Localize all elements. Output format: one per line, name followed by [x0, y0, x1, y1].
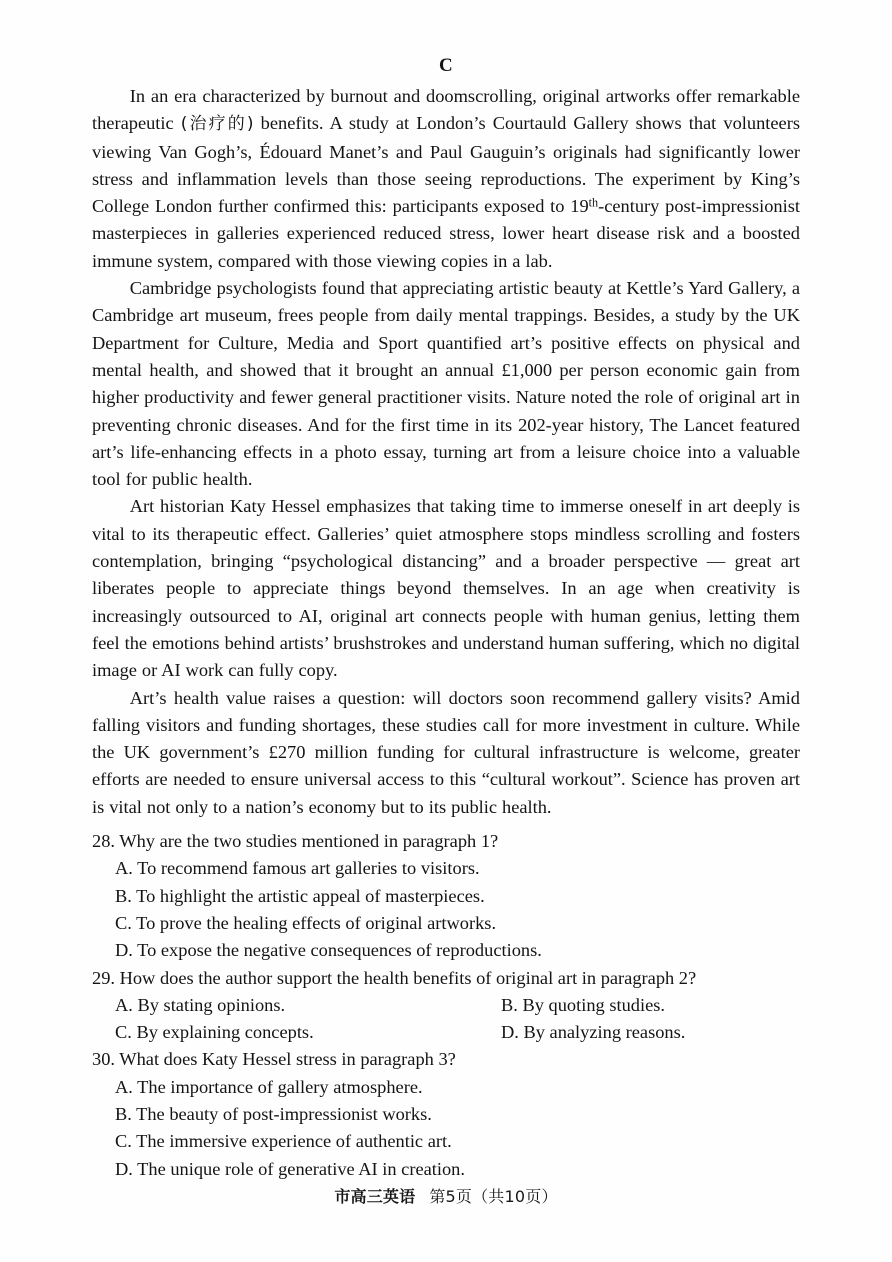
footer-subject: 市高三英语 [334, 1187, 416, 1206]
questions-list [92, 828, 800, 1183]
option-list [92, 855, 800, 964]
option-item[interactable]: B. The beauty of post-impressionist works. [115, 1103, 432, 1124]
passage-text: Cambridge psychologists found that appreciating artistic beauty at Kettle’s Yard Gallery, a Cambridge art museum, frees people from daily mental trappings. Besides, a study by the UK Department for Culture, Media and Sport quantified art’s positive effects on physical and mental health, and showed that it brought an annual £1,000 per person economic gain from higher productivity and fewer general practitioner visits. Nature noted the role of original art in preventing chronic diseases. And for the first time in its 202-year history, The Lancet featured art’s life-enhancing effects in a photo essay, turning art from a leisure choice into a valuable tool for public health. [92, 278, 800, 490]
option-item[interactable]: C. By explaining concepts. [115, 1022, 314, 1043]
footer-page-number: 第5页（共10页） [429, 1187, 558, 1206]
section-heading: C [438, 55, 454, 76]
option-item[interactable]: A. By stating opinions. [115, 994, 286, 1015]
passage-paragraph [92, 493, 800, 684]
question-block [92, 1046, 800, 1182]
question-block [92, 828, 800, 964]
page-content [92, 52, 800, 1183]
passage-text: Art historian Katy Hessel emphasizes that taking time to immerse oneself in art deeply is vital to its therapeutic effect. Galleries’ quiet atmosphere stops mindless scrolling and fosters contemplation, bringing “psychological distancing” and a broader perspective — great art liberates people to appreciate things beyond themselves. In an age when creativity is increasingly outsourced to AI, original art connects people with human genius, letting them feel the emotions behind artists’ brushstrokes and understand human suffering, which no digital image or AI work can fully copy. [92, 496, 800, 681]
option-item[interactable]: B. By quoting studies. [501, 994, 665, 1015]
passage-paragraph [92, 83, 800, 275]
question-stem: 29. How does the author support the health benefits of original art in paragraph 2? [92, 967, 697, 988]
passage-body [92, 83, 800, 821]
question-stem: 28. Why are the two studies mentioned in paragraph 1? [92, 831, 499, 852]
option-item[interactable]: D. The unique role of generative AI in creation. [115, 1158, 465, 1179]
question-stem: 30. What does Katy Hessel stress in paragraph 3? [92, 1049, 456, 1070]
passage-text: benefits. A study at London’s Courtauld Gallery shows that volunteers viewing Van Gogh’s, Édouard Manet’s and Paul Gauguin’s originals had significantly lower stress and inflammation levels than those seeing reproductions. The experiment by King’s College London further confirmed this: participants exposed to 19 [92, 113, 800, 217]
question-block [92, 965, 800, 1047]
passage-text: -century post-impressionist masterpieces in galleries experienced reduced stress, lower heart disease risk and a boosted immune system, compared with those viewing copies in a lab. [92, 196, 800, 271]
option-list [92, 992, 800, 1047]
page-footer [0, 1184, 892, 1207]
chinese-gloss: (治疗的) [180, 114, 254, 135]
option-list [92, 1074, 800, 1183]
option-item[interactable]: C. The immersive experience of authentic art. [115, 1131, 452, 1152]
option-item[interactable]: B. To highlight the artistic appeal of masterpieces. [115, 885, 485, 906]
option-item[interactable]: A. To recommend famous art galleries to visitors. [115, 858, 480, 879]
ordinal-suffix: th [588, 195, 599, 210]
option-item[interactable]: D. To expose the negative consequences of reproductions. [115, 940, 542, 961]
passage-text: In an era characterized by burnout and doomscrolling, original artworks offer remarkable therapeutic [92, 86, 800, 134]
option-item[interactable]: A. The importance of gallery atmosphere. [115, 1076, 423, 1097]
option-item[interactable]: C. To prove the healing effects of original artworks. [115, 912, 497, 933]
passage-paragraph [92, 685, 800, 821]
passage-text: Art’s health value raises a question: will doctors soon recommend gallery visits? Amid falling visitors and funding shortages, these studies call for more investment in culture. While the UK government’s £270 million funding for cultural infrastructure is welcome, greater efforts are needed to ensure universal access to this “cultural workout”. Science has proven art is vital not only to a nation’s economy but to its public health. [92, 687, 800, 817]
passage-paragraph [92, 275, 800, 493]
option-item[interactable]: D. By analyzing reasons. [501, 1022, 686, 1043]
